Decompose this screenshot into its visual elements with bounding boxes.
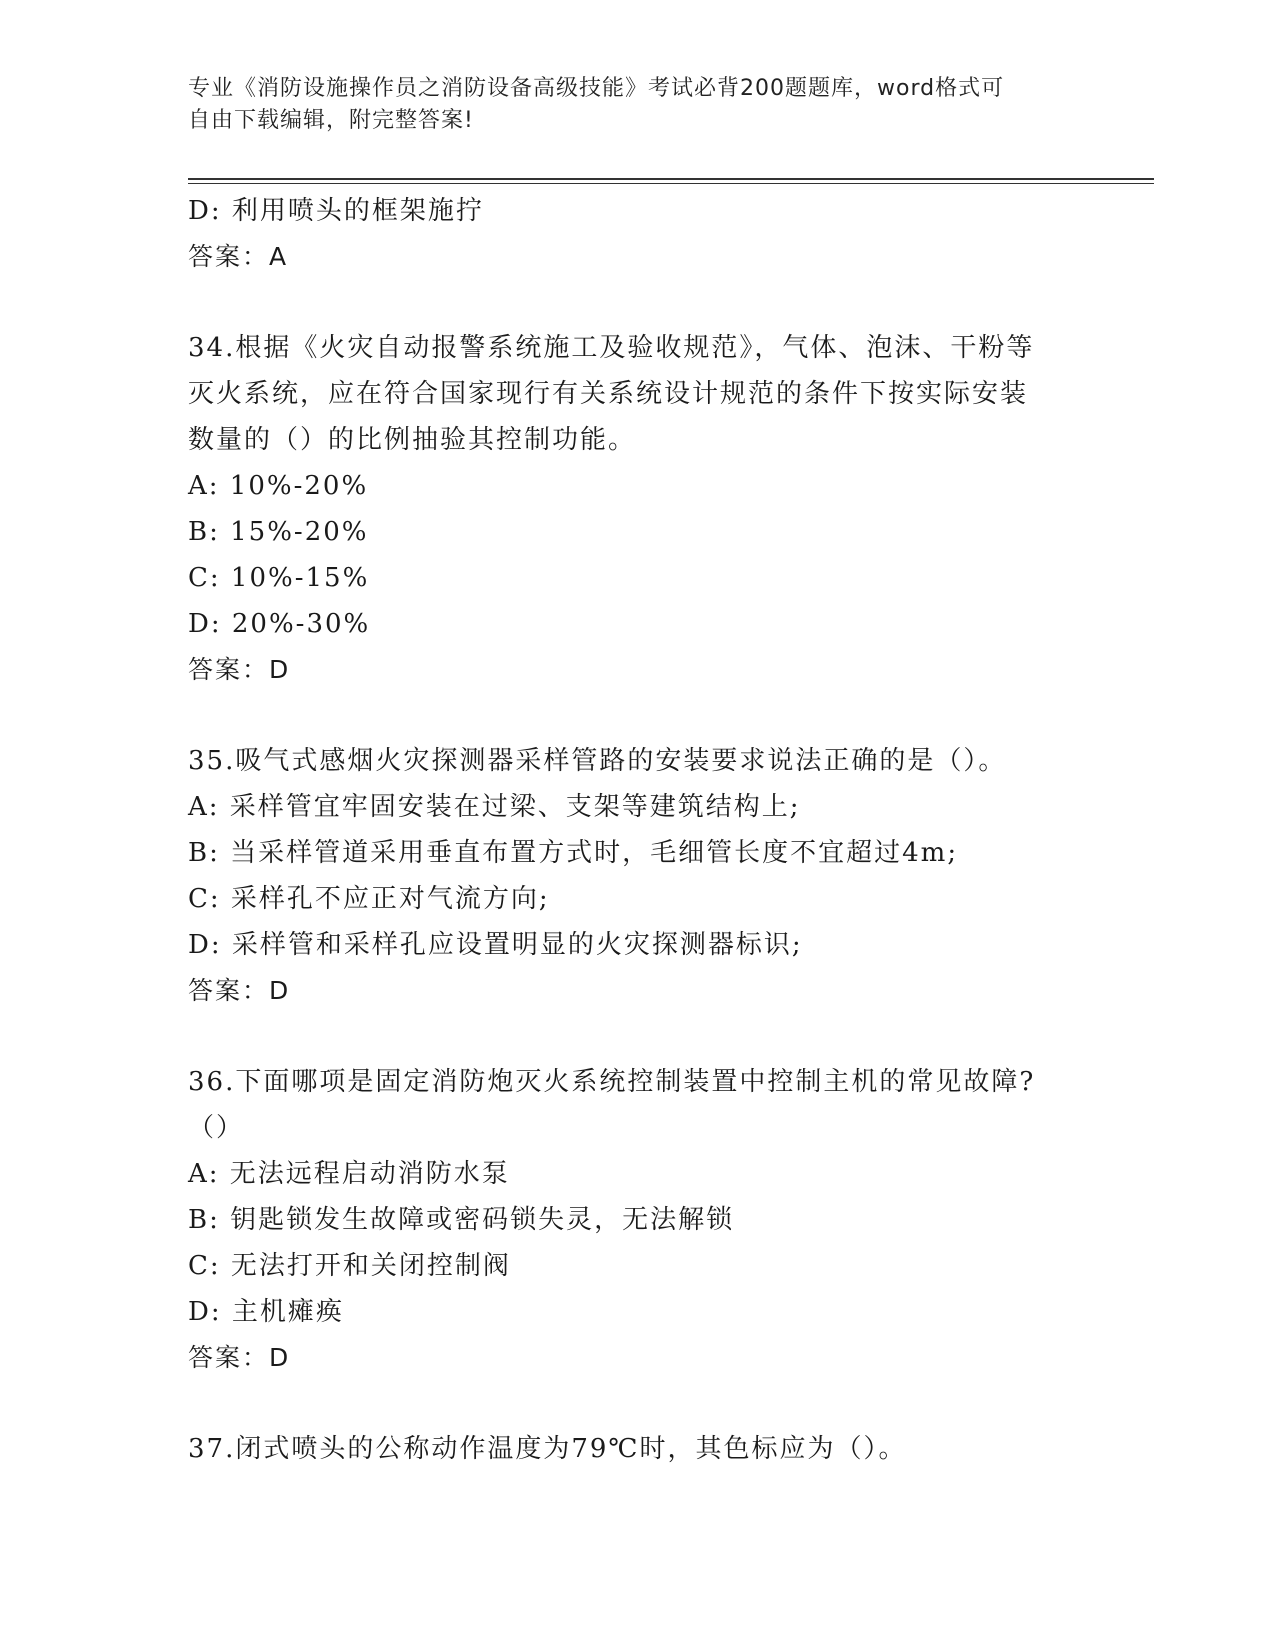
option-a: A: 无法远程启动消防水泵	[188, 1159, 510, 1189]
option-c: C: 10%-15%	[188, 563, 370, 593]
option-b: B: 钥匙锁发生故障或密码锁失灵，无法解锁	[188, 1205, 735, 1235]
option-d: D: 主机瘫痪	[188, 1297, 344, 1327]
document-header	[188, 73, 1068, 137]
spacer	[188, 280, 1088, 325]
question-34	[188, 325, 1088, 693]
question-text: 34.根据《火灾自动报警系统施工及验收规范》，气体、泡沫、干粉等	[188, 333, 1035, 363]
option-d: D: 采样管和采样孔应设置明显的火灾探测器标识;	[188, 930, 803, 960]
option-d: D: 利用喷头的框架施拧	[188, 196, 484, 226]
question-36	[188, 1059, 1088, 1381]
question-text: 37.闭式喷头的公称动作温度为79℃时，其色标应为（）。	[188, 1434, 907, 1464]
option-c: C: 采样孔不应正对气流方向;	[188, 884, 550, 914]
question-text: 灭火系统，应在符合国家现行有关系统设计规范的条件下按实际安装	[188, 379, 1029, 409]
question-text: 数量的（）的比例抽验其控制功能。	[188, 425, 637, 455]
question-37	[188, 1426, 1088, 1472]
option-b: B: 15%-20%	[188, 517, 369, 547]
spacer	[188, 1381, 1088, 1426]
answer: 答案：D	[188, 1343, 291, 1372]
question-35	[188, 738, 1088, 1014]
header-line-2: 自由下载编辑，附完整答案!	[188, 108, 474, 133]
header-rule-thin	[188, 183, 1154, 184]
option-b: B: 当采样管道采用垂直布置方式时，毛细管长度不宜超过4m;	[188, 838, 959, 868]
answer: 答案：A	[188, 242, 289, 271]
question-list	[188, 188, 1088, 1472]
option-a: A: 10%-20%	[188, 471, 369, 501]
option-a: A: 采样管宜牢固安装在过梁、支架等建筑结构上;	[188, 792, 801, 822]
answer: 答案：D	[188, 655, 291, 684]
header-rule-thick	[188, 178, 1154, 180]
question-text: 36.下面哪项是固定消防炮灭火系统控制装置中控制主机的常见故障?	[188, 1067, 1036, 1097]
option-c: C: 无法打开和关闭控制阀	[188, 1251, 511, 1281]
answer: 答案：D	[188, 976, 291, 1005]
question-text: 35.吸气式感烟火灾探测器采样管路的安装要求说法正确的是（）。	[188, 746, 1007, 776]
spacer	[188, 693, 1088, 738]
question-text: （）	[188, 1113, 245, 1143]
option-d: D: 20%-30%	[188, 609, 371, 639]
spacer	[188, 1014, 1088, 1059]
header-line-1: 专业《消防设施操作员之消防设备高级技能》考试必背200题题库，word格式可	[188, 76, 1005, 101]
